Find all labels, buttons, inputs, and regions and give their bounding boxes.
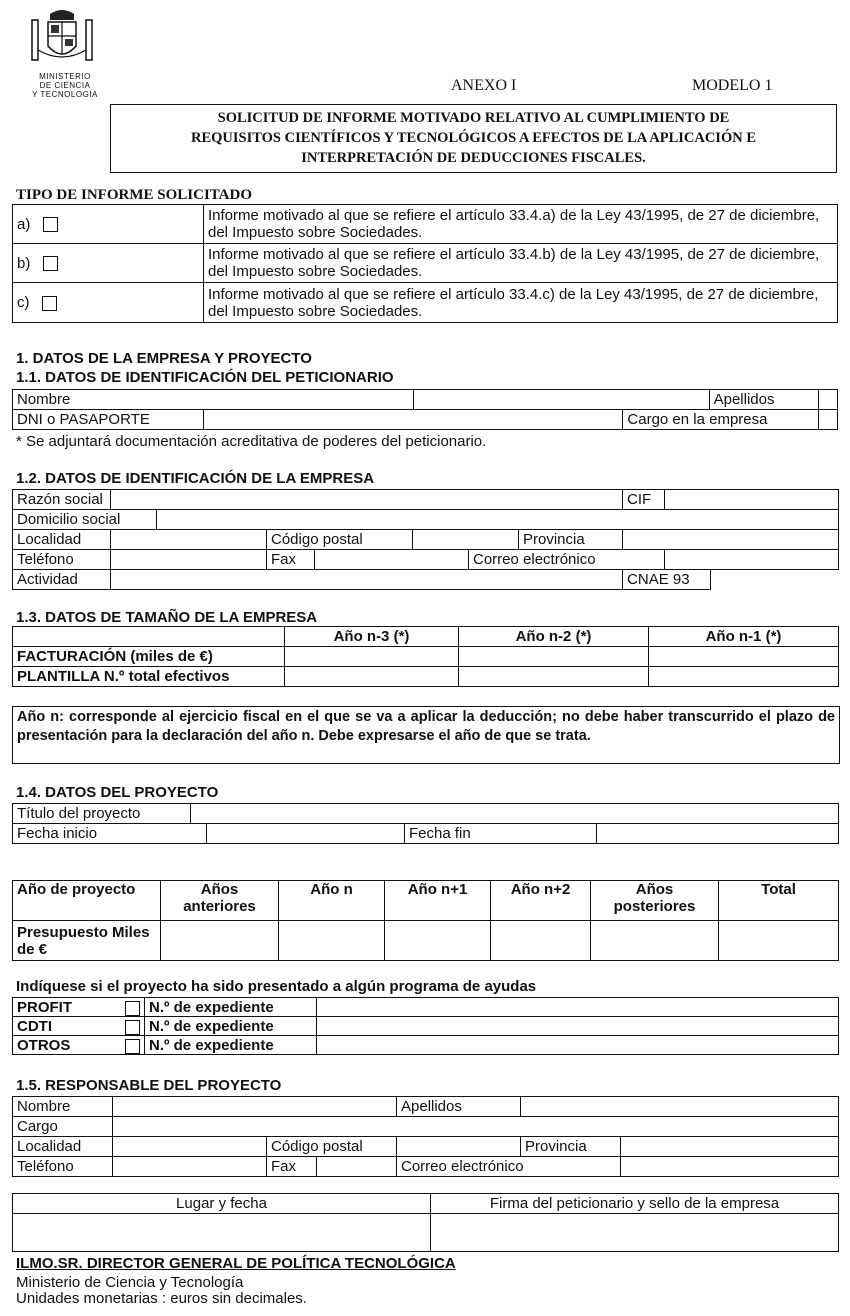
budget-table: Año de proyecto Años anteriores Año n Año n+1 Año n+2 Años posteriores Total Presupuesto Miles de € (12, 880, 839, 961)
ministry-name: MINISTERIO DE CIENCIA Y TECNOLOGIA (32, 72, 98, 99)
budget-total-input[interactable] (719, 921, 839, 961)
section-1-2-title: 1.2. DATOS DE IDENTIFICACIÓN DE LA EMPRESA (16, 470, 375, 487)
report-type-a-checkbox[interactable] (43, 217, 58, 232)
revenue-n3-input[interactable] (285, 647, 459, 667)
report-type-b-checkbox[interactable] (43, 256, 58, 271)
project-table: Título del proyecto Fecha inicio Fecha fin (12, 803, 839, 844)
company-cnae-input[interactable] (711, 570, 839, 590)
company-address-input[interactable] (157, 510, 839, 530)
manager-name-input[interactable] (113, 1097, 397, 1117)
section-1-4-title: 1.4. DATOS DEL PROYECTO (16, 784, 219, 801)
profit-file-input[interactable] (317, 998, 839, 1017)
manager-postcode-input[interactable] (397, 1137, 521, 1157)
petitioner-name-input[interactable] (413, 390, 709, 410)
annex-label: ANEXO I (451, 77, 517, 94)
company-name-input[interactable] (111, 490, 623, 510)
manager-position-input[interactable] (113, 1117, 839, 1137)
project-title-input[interactable] (191, 804, 839, 824)
signature-area[interactable] (431, 1214, 839, 1252)
project-manager-table: Nombre Apellidos Cargo Localidad Código postal Provincia Teléfono Fax Correo electrónico (12, 1096, 839, 1177)
petitioner-table: Nombre Apellidos DNI o PASAPORTE Cargo en la empresa (12, 389, 838, 430)
form-title-box: SOLICITUD DE INFORME MOTIVADO RELATIVO AL CUMPLIMIENTO DE REQUISITOS CIENTÍFICOS Y TECNOLÓGICOS A EFECTOS DE LA APLICACIÓN E INTERPRETACIÓN DE DEDUCCIONES FISCALES. (110, 104, 837, 173)
budget-prior-input[interactable] (161, 921, 279, 961)
revenue-n1-input[interactable] (649, 647, 839, 667)
manager-phone-input[interactable] (113, 1157, 267, 1177)
section-1-3-title: 1.3. DATOS DE TAMAÑO DE LA EMPRESA (16, 609, 318, 626)
cdti-file-input[interactable] (317, 1017, 839, 1036)
coat-of-arms-logo (20, 6, 110, 98)
place-date-input[interactable] (13, 1214, 431, 1252)
cdti-checkbox[interactable] (125, 1020, 140, 1035)
company-table: Razón social CIF Domicilio social Localidad Código postal Provincia Teléfono Fax Correo electrónico Actividad CNAE 93 (12, 489, 839, 590)
year-n-note: Año n: corresponde al ejercicio fiscal en el que se va a aplicar la deducción; no debe haber transcurrido el plazo de presentación para la declaración del año n. Debe expresarse el año de que se trata. (12, 706, 840, 764)
budget-n-input[interactable] (279, 921, 385, 961)
report-type-row: a) Informe motivado al que se refiere el artículo 33.4.a) de la Ley 43/1995, de 27 de diciembre, del Impuesto sobre Sociedades. (13, 205, 838, 244)
signature-table: Lugar y fecha Firma del peticionario y sello de la empresa (12, 1193, 839, 1252)
company-fax-input[interactable] (315, 550, 469, 570)
company-city-input[interactable] (111, 530, 267, 550)
budget-n1-input[interactable] (385, 921, 491, 961)
shield-icon (20, 6, 110, 68)
report-type-title: TIPO DE INFORME SOLICITADO (16, 187, 253, 203)
section-1-5-title: 1.5. RESPONSABLE DEL PROYECTO (16, 1077, 282, 1094)
company-postcode-input[interactable] (413, 530, 519, 550)
aid-programs-table: PROFIT N.º de expediente CDTI N.º de expediente OTROS N.º de expediente (12, 997, 839, 1055)
report-type-row: b) Informe motivado al que se refiere el artículo 33.4.b) de la Ley 43/1995, de 27 de diciembre, del Impuesto sobre Sociedades. (13, 244, 838, 283)
footer-ministry: Ministerio de Ciencia y Tecnología (16, 1274, 244, 1291)
otros-checkbox[interactable] (125, 1039, 140, 1054)
company-size-table: Año n-3 (*) Año n-2 (*) Año n-1 (*) FACTURACIÓN (miles de €) PLANTILLA N.º total efectivos (12, 626, 839, 687)
footer-currency-note: Unidades monetarias : euros sin decimales. (16, 1290, 307, 1307)
petitioner-position-input[interactable] (818, 410, 837, 430)
profit-checkbox[interactable] (125, 1001, 140, 1016)
petitioner-dni-input[interactable] (204, 410, 623, 430)
manager-surname-input[interactable] (521, 1097, 839, 1117)
staff-n3-input[interactable] (285, 667, 459, 687)
section-1-title: 1. DATOS DE LA EMPRESA Y PROYECTO (16, 350, 312, 367)
report-type-c-checkbox[interactable] (42, 296, 57, 311)
addressee: ILMO.SR. DIRECTOR GENERAL DE POLÍTICA TECNOLÓGICA (16, 1255, 456, 1272)
manager-city-input[interactable] (113, 1137, 267, 1157)
aid-programs-title: Indíquese si el proyecto ha sido presentado a algún programa de ayudas (16, 978, 537, 995)
report-type-row: c) Informe motivado al que se refiere el artículo 33.4.c) de la Ley 43/1995, de 27 de diciembre, del Impuesto sobre Sociedades. (13, 283, 838, 323)
company-activity-input[interactable] (111, 570, 623, 590)
revenue-n2-input[interactable] (459, 647, 649, 667)
budget-later-input[interactable] (591, 921, 719, 961)
budget-n2-input[interactable] (491, 921, 591, 961)
company-province-input[interactable] (623, 530, 839, 550)
model-label: MODELO 1 (692, 77, 773, 94)
otros-file-input[interactable] (317, 1036, 839, 1055)
section-1-1-title: 1.1. DATOS DE IDENTIFICACIÓN DEL PETICIONARIO (16, 369, 394, 386)
company-phone-input[interactable] (111, 550, 267, 570)
company-cif-input[interactable] (665, 490, 839, 510)
report-type-table (12, 204, 838, 323)
manager-province-input[interactable] (621, 1137, 839, 1157)
manager-fax-input[interactable] (317, 1157, 397, 1177)
project-start-input[interactable] (207, 824, 405, 844)
petitioner-note: * Se adjuntará documentación acreditativa de poderes del peticionario. (16, 433, 487, 450)
staff-n1-input[interactable] (649, 667, 839, 687)
manager-email-input[interactable] (621, 1157, 839, 1177)
staff-n2-input[interactable] (459, 667, 649, 687)
company-email-input[interactable] (665, 550, 839, 570)
project-end-input[interactable] (597, 824, 839, 844)
petitioner-surname-input[interactable] (818, 390, 837, 410)
